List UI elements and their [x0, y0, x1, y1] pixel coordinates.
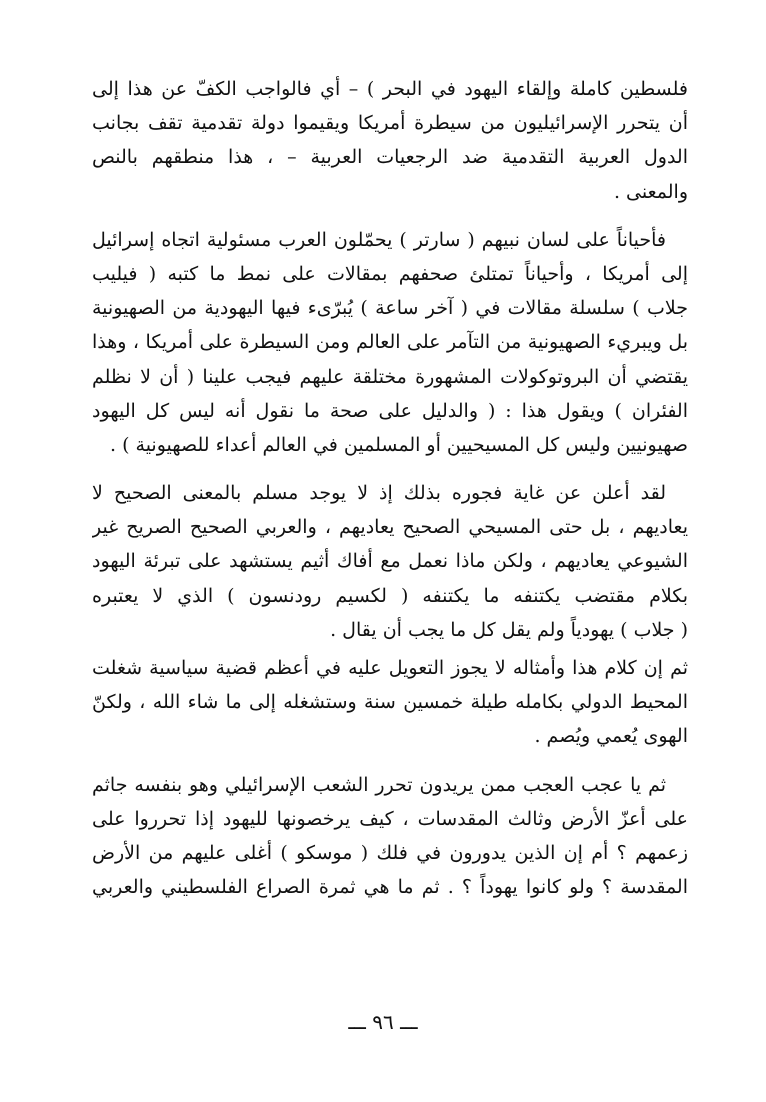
page-number: ـــ ٩٦ ـــ	[348, 1010, 418, 1034]
text-line: بل ويبريء الصهيونية من التآمر على العالم ومن السيطرة على أمريكا ، وهذا	[92, 331, 688, 354]
text-line: المقدسة ؟ ولو كانوا يهوداً ؟ . ثم ما هي ثمرة الصراع الفلسطيني والعربي	[92, 876, 688, 899]
paragraph-3	[92, 476, 688, 647]
paragraph-5	[92, 768, 688, 905]
text-line: لقد أعلن عن غاية فجوره بذلك إذ لا يوجد مسلم بالمعنى الصحيح لا	[92, 482, 666, 505]
text-line: الدول العربية التقدمية ضد الرجعيات العربية – ، هذا منطقهم بالنص	[92, 146, 688, 169]
text-line: فأحياناً على لسان نبيهم ( سارتر ) يحمّلون العرب مسئولية اتجاه إسرائيل	[92, 228, 666, 251]
text-line: زعمهم ؟ أم إن الذين يدورون في فلك ( موسكو ) أغلى عليهم من الأرض	[92, 841, 688, 864]
paragraph-4	[92, 651, 688, 754]
text-line: ثم يا عجب العجب ممن يريدون تحرر الشعب الإسرائيلي وهو بنفسه جاثم	[92, 773, 666, 796]
text-line: ( جلاب ) يهودياً ولم يقل كل ما يجب أن يقال .	[330, 618, 688, 641]
page-body	[92, 72, 688, 904]
paragraph-2	[92, 223, 688, 462]
text-line: الفئران ) ويقول هذا : ( والدليل على صحة ما نقول أنه ليس كل اليهود	[92, 399, 688, 422]
text-line: الشيوعي يعاديهم ، ولكن ماذا نعمل مع أفاك أثيم يستشهد على تبرئة اليهود	[92, 550, 688, 573]
text-line: على أعزّ الأرض وثالث المقدسات ، كيف يرخصونها لليهود إذا تحرروا على	[92, 807, 688, 830]
text-line: صهيونيين وليس كل المسيحيين أو المسلمين في العالم أعداء للصهيونية ) .	[109, 433, 688, 456]
text-line: جلاب ) سلسلة مقالات في ( آخر ساعة ) يُبرّىء فيها اليهودية من الصهيونية	[92, 297, 688, 320]
text-line: ثم إن كلام هذا وأمثاله لا يجوز التعويل عليه في أعظم قضية سياسية شغلت	[92, 657, 688, 679]
text-line: والمعنى .	[613, 180, 688, 203]
paragraph-1	[92, 72, 688, 209]
text-line: أن يتحرر الإسرائيليون من سيطرة أمريكا ويقيموا دولة تقدمية تقف بجانب	[92, 112, 688, 135]
text-line: فلسطين كاملة وإلقاء اليهود في البحر ) – أي فالواجب الكفّ عن هذا إلى	[92, 78, 688, 100]
text-line: يقتضي أن البروتوكولات المشهورة مختلقة عليهم فيجب علينا ( أن لا نظلم	[92, 365, 688, 388]
text-line: يعاديهم ، بل حتى المسيحي الصحيح يعاديهم ، والعربي الصحيح الصريح غير	[92, 516, 688, 539]
text-line: الهوى يُعمي ويُصم .	[534, 725, 688, 748]
text-line: بكلام مقتضب يكتنفه ما يكتنفه ( لكسيم رودنسون ) الذي لا يعتبره	[92, 584, 688, 607]
text-line: المحيط الدولي بكامله طيلة خمسين سنة وستشغله إلى ما شاء الله ، ولكنّ	[92, 691, 688, 714]
text-line: إلى أمريكا ، وأحياناً تمتلئ صحفهم بمقالات على نمط ما كتبه ( فيليب	[92, 262, 688, 285]
